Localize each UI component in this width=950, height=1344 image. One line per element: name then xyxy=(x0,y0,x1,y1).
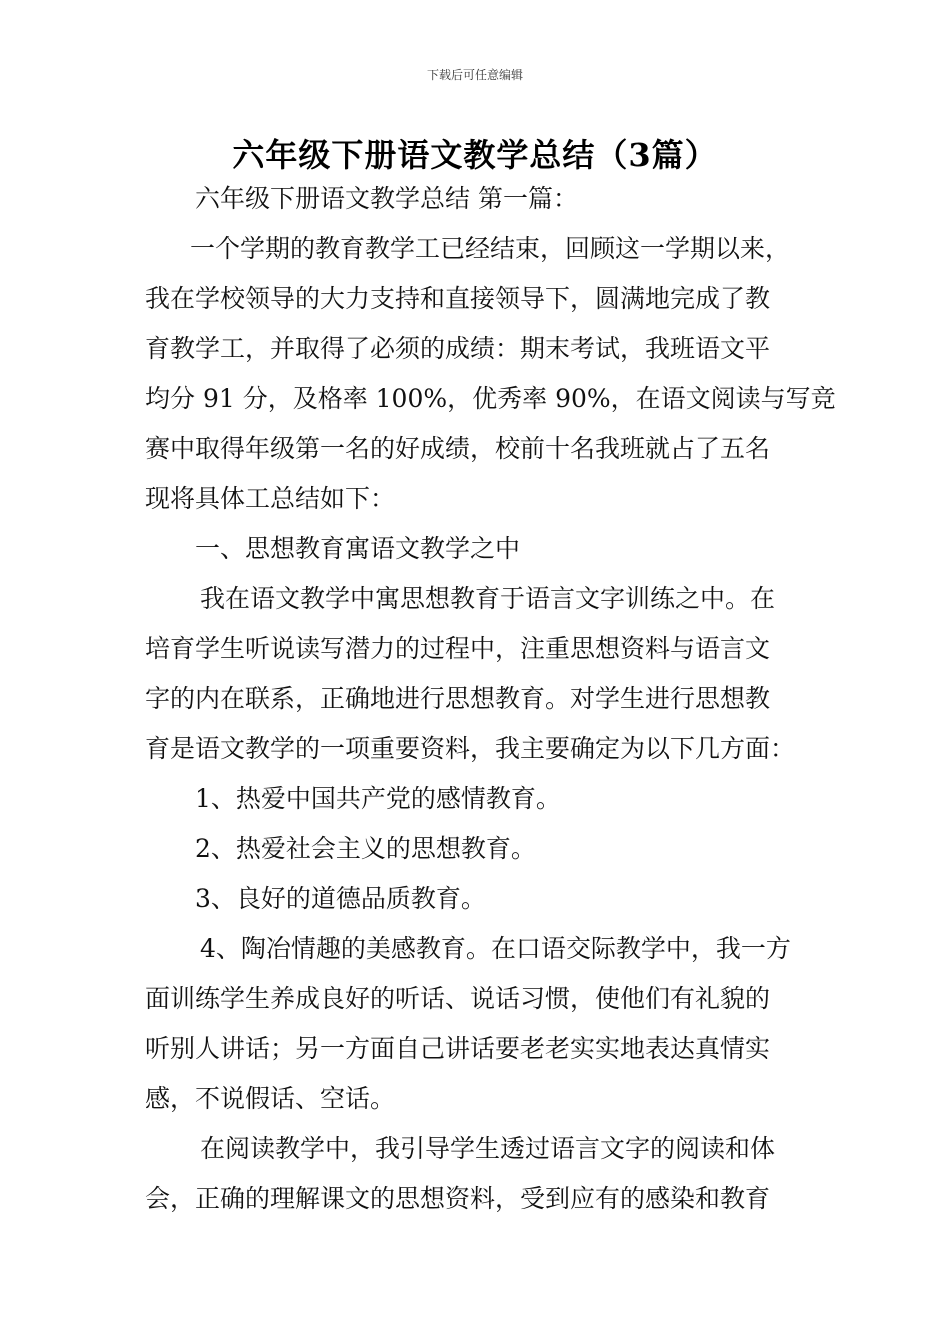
body-line: 面训练学生养成良好的听话、说话习惯，使他们有礼貌的 xyxy=(145,984,771,1013)
section-heading: 一、思想教育寓语文教学之中 xyxy=(195,534,521,563)
body-line: 感，不说假话、空话。 xyxy=(145,1084,396,1113)
body-line: 现将具体工总结如下： xyxy=(145,484,396,513)
list-item: 2、热爱社会主义的思想教育。 xyxy=(195,834,536,863)
body-line: 培育学生听说读写潜力的过程中，注重思想资料与语言文 xyxy=(145,634,771,663)
section-subtitle: 六年级下册语文教学总结 第一篇： xyxy=(195,184,578,213)
document-title: 六年级下册语文教学总结（3篇） xyxy=(232,136,718,174)
body-line: 一个学期的教育教学工已经结束，回顾这一学期以来， xyxy=(190,234,791,263)
list-item: 3、良好的道德品质教育。 xyxy=(195,884,486,913)
body-line: 在阅读教学中，我引导学生透过语言文字的阅读和体 xyxy=(200,1134,776,1163)
body-line: 均分 91 分，及格率 100%，优秀率 90%，在语文阅读与写竞 xyxy=(145,384,836,413)
body-line: 听别人讲话；另一方面自己讲话要老老实实地表达真情实 xyxy=(145,1034,771,1063)
body-line: 会，正确的理解课文的思想资料，受到应有的感染和教育 xyxy=(145,1184,771,1213)
body-line: 育教学工，并取得了必须的成绩：期末考试，我班语文平 xyxy=(145,334,771,363)
body-line: 我在学校领导的大力支持和直接领导下，圆满地完成了教 xyxy=(145,284,771,313)
body-line: 育是语文教学的一项重要资料，我主要确定为以下几方面： xyxy=(145,734,796,763)
body-line: 赛中取得年级第一名的好成绩，校前十名我班就占了五名 xyxy=(145,434,771,463)
header-note: 下载后可任意编辑 xyxy=(426,68,523,82)
list-item: 4、陶冶情趣的美感教育。在口语交际教学中，我一方 xyxy=(200,934,791,963)
list-item: 1、热爱中国共产党的感情教育。 xyxy=(195,784,561,813)
body-line: 我在语文教学中寓思想教育于语言文字训练之中。在 xyxy=(200,584,776,613)
body-line: 字的内在联系，正确地进行思想教育。对学生进行思想教 xyxy=(145,684,771,713)
